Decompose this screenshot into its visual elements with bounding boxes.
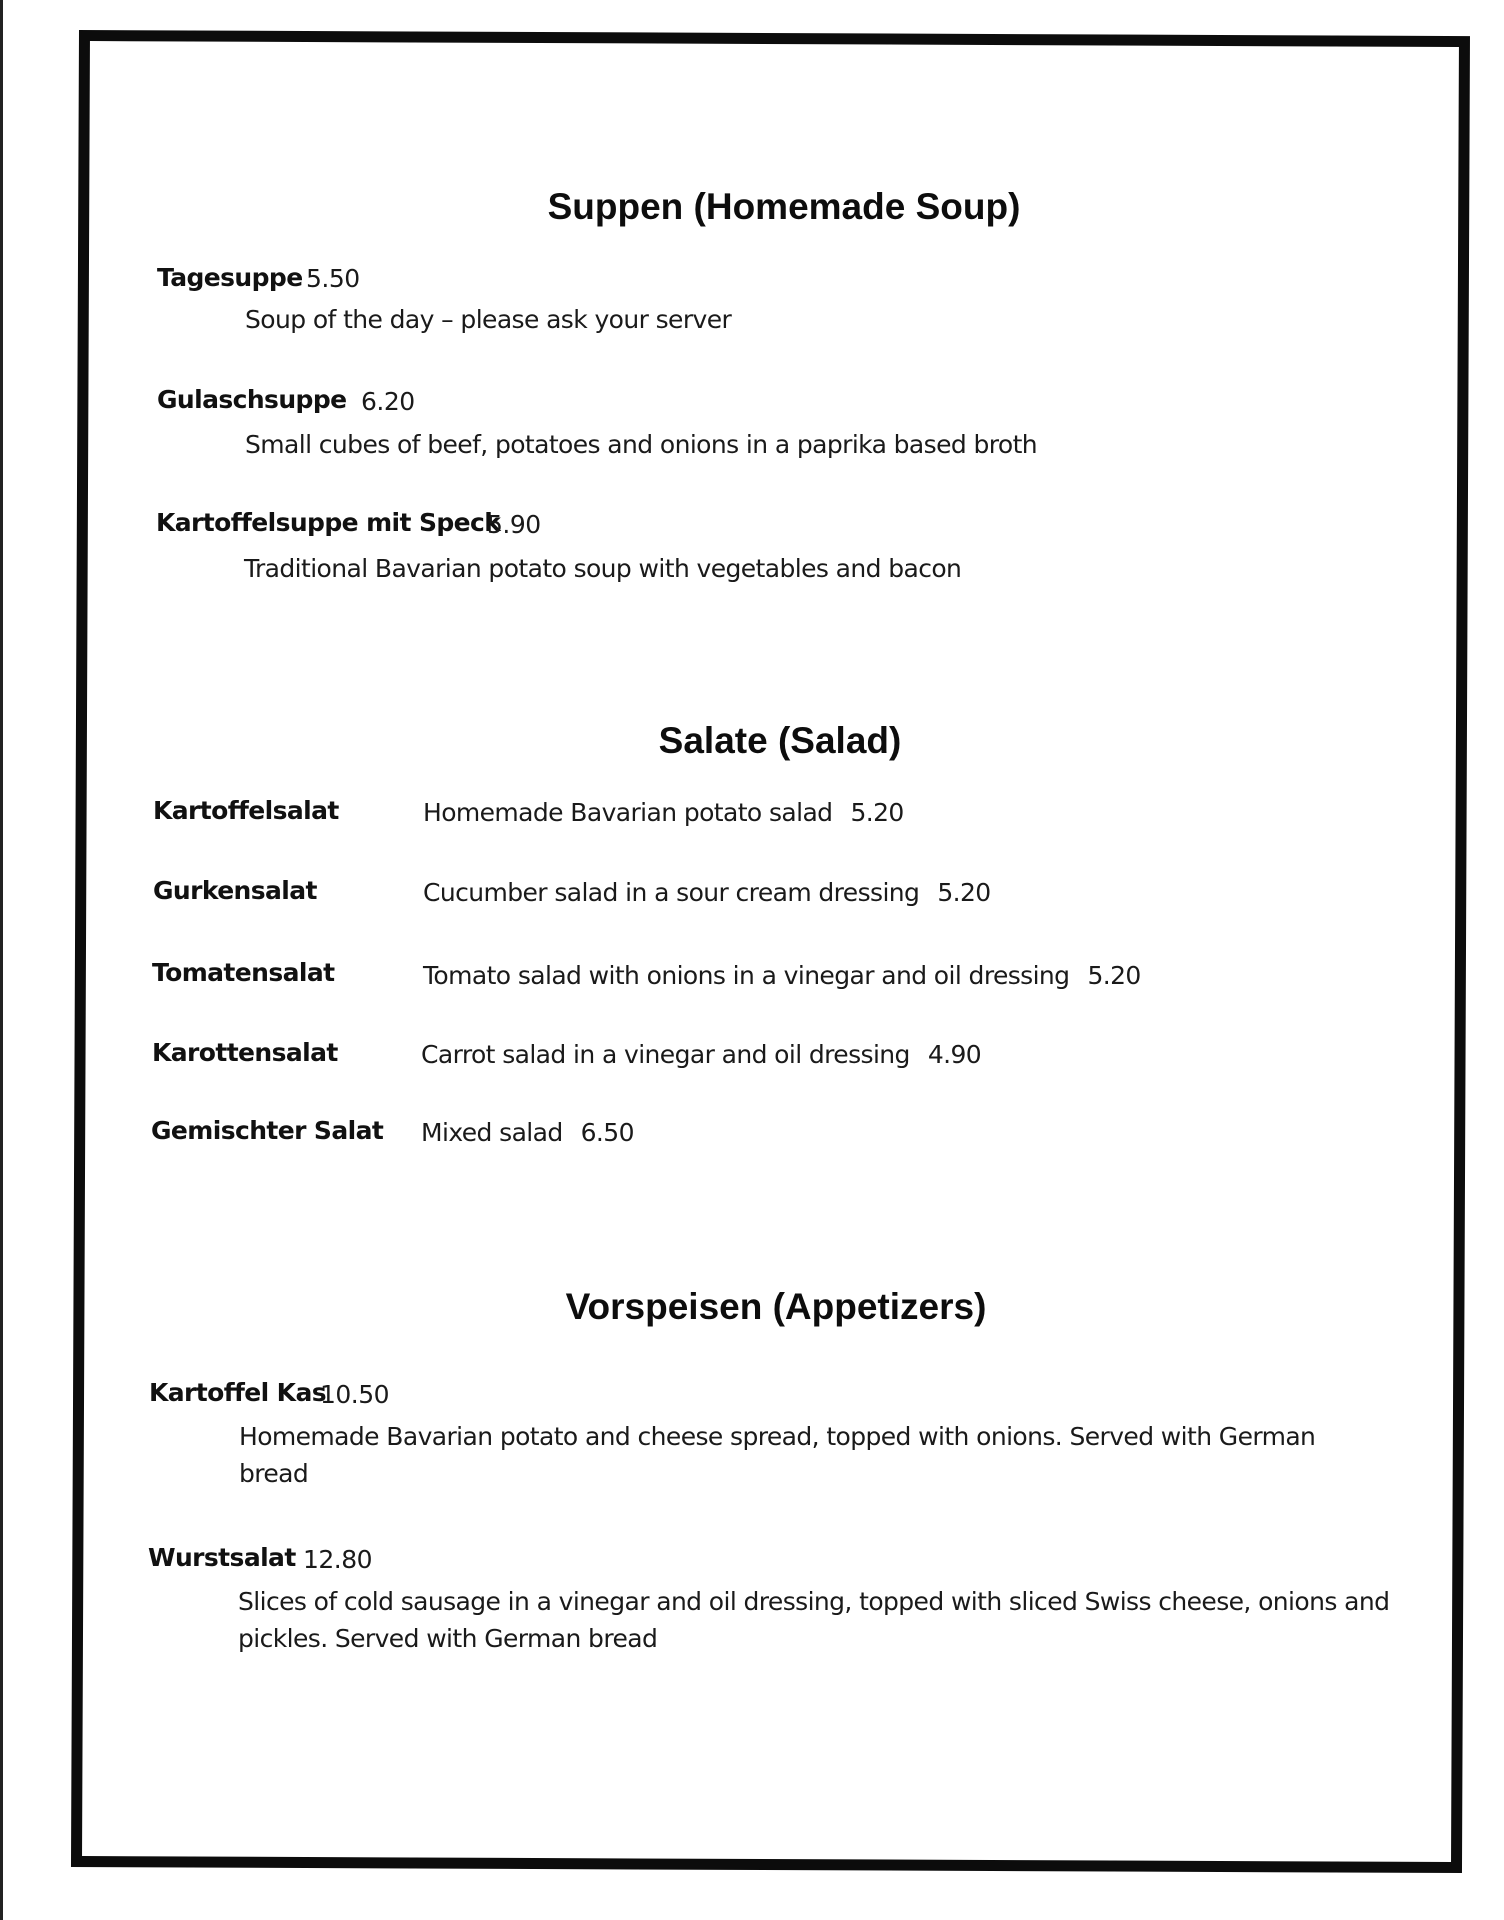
soup-name: Kartoffelsuppe mit Speck <box>156 508 501 537</box>
salad-description: Tomato salad with onions in a vinegar and oil dressing <box>423 961 1070 990</box>
salad-description: Homemade Bavarian potato salad <box>423 798 833 827</box>
salad-description-line <box>423 878 991 907</box>
salad-description: Mixed salad <box>421 1118 563 1147</box>
salad-description-line <box>423 961 1141 990</box>
appetizer-name: Wurstsalat <box>148 1543 296 1572</box>
salad-name: Gemischter Salat <box>151 1116 384 1145</box>
salad-price: 5.20 <box>1087 961 1141 990</box>
salad-description-line <box>423 798 904 827</box>
soup-price: 6.20 <box>361 387 415 416</box>
salad-description-line <box>421 1118 634 1147</box>
salad-name: Kartoffelsalat <box>153 796 339 825</box>
soup-price: 5.90 <box>487 510 541 539</box>
salad-price: 4.90 <box>927 1040 982 1069</box>
salad-name: Gurkensalat <box>153 876 317 905</box>
salad-price: 5.20 <box>850 798 904 827</box>
soup-description: Traditional Bavarian potato soup with vegetables and bacon <box>244 554 962 583</box>
soup-name: Tagesuppe <box>157 263 303 292</box>
appetizer-description: Homemade Bavarian potato and cheese spread, topped with onions. Served with German bread <box>239 1422 1316 1488</box>
appetizer-price: 10.50 <box>320 1380 390 1409</box>
salad-price: 5.20 <box>937 878 991 907</box>
section-title-salads: Salate (Salad) <box>658 720 902 761</box>
appetizer-description: Slices of cold sausage in a vinegar and oil dressing, topped with sliced Swiss cheese, onions and pickles. Served with German bread <box>238 1587 1390 1653</box>
salad-name: Tomatensalat <box>152 958 335 987</box>
salad-description: Cucumber salad in a sour cream dressing <box>423 878 920 907</box>
appetizer-name: Kartoffel Kas <box>149 1378 327 1407</box>
salad-description: Carrot salad in a vinegar and oil dressing <box>421 1040 910 1069</box>
section-title-appetizers: Vorspeisen (Appetizers) <box>565 1286 987 1327</box>
salad-price: 6.50 <box>580 1118 634 1147</box>
soup-description: Soup of the day – please ask your server <box>245 305 732 334</box>
salad-name: Karottensalat <box>152 1038 338 1067</box>
soup-price: 5.50 <box>306 264 360 293</box>
scan-edge-line <box>0 0 3 1920</box>
soup-name: Gulaschsuppe <box>157 385 347 414</box>
soup-description: Small cubes of beef, potatoes and onions in a paprika based broth <box>245 430 1038 459</box>
salad-description-line <box>421 1040 981 1069</box>
section-title-soups: Suppen (Homemade Soup) <box>547 186 1021 227</box>
appetizer-price: 12.80 <box>303 1545 373 1574</box>
